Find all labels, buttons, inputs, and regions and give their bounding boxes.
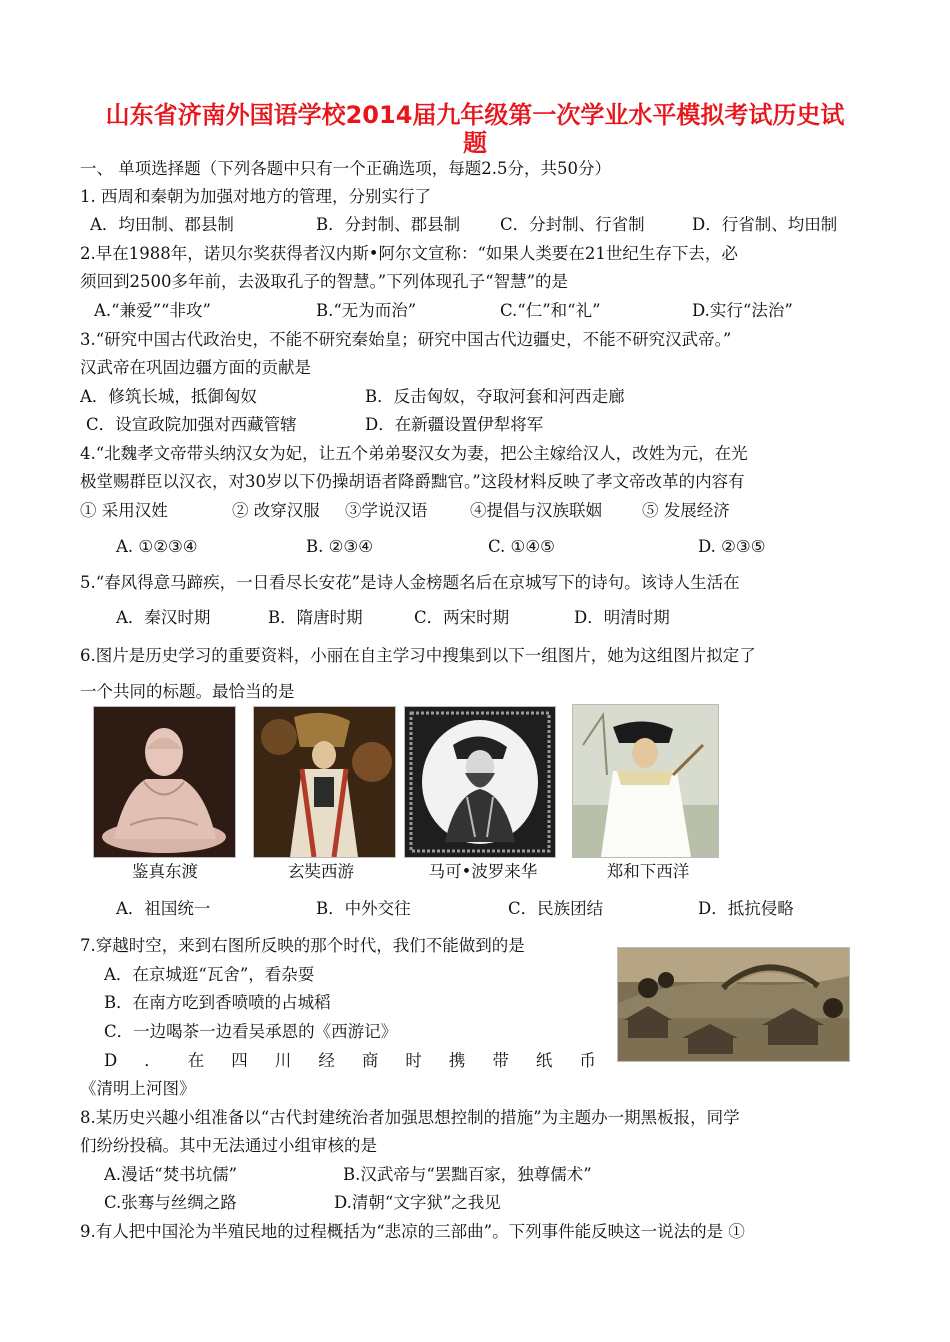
q1-stem: 1. 西周和秦朝为加强对地方的管理，分别实行了 xyxy=(80,187,431,206)
q7-option-c: C．一边喝茶一边看吴承恩的《西游记》 xyxy=(104,1022,398,1041)
q8-option-d: D.清朝“文字狱”之我见 xyxy=(334,1193,501,1212)
q4-item-1: ① 采用汉姓 xyxy=(80,501,168,520)
q5-stem: 5.“春风得意马蹄疾，一日看尽长安花”是诗人金榜题名后在京城写下的诗句。该诗人生活在 xyxy=(80,573,740,592)
q7-option-a: A．在京城逛“瓦舍”，看杂耍 xyxy=(104,965,315,984)
q7-option-d-char: 币 xyxy=(579,1051,596,1070)
q1-option-a: A．均田制、郡县制 xyxy=(90,215,234,234)
exam-title-line2: 题 xyxy=(463,129,487,157)
q7-option-d-char: 经 xyxy=(318,1051,335,1070)
q7-option-d-char: 在 xyxy=(187,1051,205,1070)
q4-stem-line1: 4.“北魏孝文帝带头纳汉女为妃，让五个弟弟娶汉女为妻，把公主嫁给汉人，改姓为元，在光 xyxy=(80,444,748,463)
caption-zheng-he: 郑和下西洋 xyxy=(606,862,690,881)
q7-option-d-char: D xyxy=(104,1051,118,1070)
zheng-he-image xyxy=(572,704,719,858)
q4-option-d: D. ②③⑤ xyxy=(698,537,766,556)
q4-item-3: ③学说汉语 xyxy=(345,501,428,520)
q5-option-c: C．两宋时期 xyxy=(414,608,510,627)
caption-jianzhen: 鉴真东渡 xyxy=(132,862,198,881)
q6-option-d: D．抵抗侵略 xyxy=(698,899,794,918)
q1-option-d: D．行省制、均田制 xyxy=(692,215,838,234)
q3-option-d: D．在新疆设置伊犁将军 xyxy=(365,415,544,434)
q8-option-a: A.漫话“焚书坑儒” xyxy=(104,1165,238,1184)
qingming-scroll-image xyxy=(617,947,850,1062)
q4-item-5: ⑤ 发展经济 xyxy=(642,501,730,520)
q4-item-4: ④提倡与汉族联姻 xyxy=(470,501,602,520)
q7-option-d-char: 纸 xyxy=(535,1051,553,1070)
q8-stem-line2: 们纷纷投稿。其中无法通过小组审核的是 xyxy=(80,1136,377,1155)
q7-option-d xyxy=(104,1050,596,1072)
q3-stem-line2: 汉武帝在巩固边疆方面的贡献是 xyxy=(80,358,311,377)
q3-option-b: B．反击匈奴，夺取河套和河西走廊 xyxy=(365,387,625,406)
q7-option-b: B．在南方吃到香喷喷的占城稻 xyxy=(104,993,331,1012)
q2-option-b: B.“无为而治” xyxy=(316,301,417,320)
q4-item-2: ② 改穿汉服 xyxy=(232,501,320,520)
q7-option-d-char: 携 xyxy=(448,1051,466,1070)
xuanzang-image xyxy=(253,706,396,858)
q8-option-c: C.张骞与丝绸之路 xyxy=(104,1193,237,1212)
q7-option-d-char: 时 xyxy=(405,1051,422,1070)
q2-stem-line2: 须回到2500多年前，去汲取孔子的智慧。”下列体现孔子“智慧”的是 xyxy=(80,272,569,291)
q4-option-c: C. ①④⑤ xyxy=(488,537,555,556)
q1-option-c: C．分封制、行省制 xyxy=(500,215,645,234)
q2-stem-line1: 2.早在1988年，诺贝尔奖获得者汉内斯•阿尔文宣称：“如果人类要在21世纪生存下去，必 xyxy=(80,244,738,263)
q4-option-a: A. ①②③④ xyxy=(116,537,198,556)
q8-stem-line1: 8.某历史兴趣小组准备以“古代封建统治者加强思想控制的措施”为主题办一期黑板报，同学 xyxy=(80,1108,740,1127)
section-heading: 一、 单项选择题（下列各题中只有一个正确选项，每题2.5分，共50分） xyxy=(80,159,611,178)
q7-option-d-char: 商 xyxy=(361,1051,379,1070)
q6-option-a: A．祖国统一 xyxy=(116,899,211,918)
q5-option-b: B．隋唐时期 xyxy=(268,608,363,627)
q3-option-a: A．修筑长城，抵御匈奴 xyxy=(80,387,257,406)
q6-option-c: C．民族团结 xyxy=(508,899,604,918)
q8-option-b: B.汉武帝与“罢黜百家，独尊儒术” xyxy=(343,1165,592,1184)
q7-image-caption: 《清明上河图》 xyxy=(80,1079,196,1098)
q6-stem-line2: 一个共同的标题。最恰当的是 xyxy=(80,682,295,701)
q5-option-d: D．明清时期 xyxy=(574,608,670,627)
q7-stem: 7.穿越时空，来到右图所反映的那个时代，我们不能做到的是 xyxy=(80,936,525,955)
q2-option-c: C.“仁”和“礼” xyxy=(500,301,601,320)
q5-option-a: A．秦汉时期 xyxy=(116,608,211,627)
q7-option-d-char: 带 xyxy=(492,1051,509,1070)
q7-option-d-char: 四 xyxy=(231,1051,248,1070)
q6-stem-line1: 6.图片是历史学习的重要资料，小丽在自主学习中搜集到以下一组图片，她为这组图片拟定了 xyxy=(80,646,756,665)
q7-option-d-char: 川 xyxy=(274,1051,292,1070)
jianzhen-statue-image xyxy=(93,706,236,858)
marco-polo-image xyxy=(404,706,556,858)
q6-option-b: B．中外交往 xyxy=(316,899,411,918)
exam-title-line1: 山东省济南外国语学校2014届九年级第一次学业水平模拟考试历史试 xyxy=(105,101,845,129)
caption-xuanzang: 玄奘西游 xyxy=(288,862,354,881)
q9-stem: 9.有人把中国沦为半殖民地的过程概括为“悲凉的三部曲”。下列事件能反映这一说法的是 ① xyxy=(80,1222,745,1241)
q7-option-d-char: ． xyxy=(144,1051,161,1070)
q2-option-a: A.“兼爱”“非攻” xyxy=(94,301,211,320)
q1-option-b: B．分封制、郡县制 xyxy=(316,215,461,234)
q3-stem-line1: 3.“研究中国古代政治史，不能不研究秦始皇；研究中国古代边疆史，不能不研究汉武帝。” xyxy=(80,330,732,349)
caption-marco-polo: 马可•波罗来华 xyxy=(428,862,538,881)
q2-option-d: D.实行“法治” xyxy=(692,301,793,320)
q4-stem-line2: 极堂赐群臣以汉衣，对30岁以下仍操胡语者降爵黜官。”这段材料反映了孝文帝改革的内容有 xyxy=(80,472,745,491)
q3-option-c: C．设宣政院加强对西藏管辖 xyxy=(86,415,297,434)
q4-option-b: B. ②③④ xyxy=(306,537,373,556)
